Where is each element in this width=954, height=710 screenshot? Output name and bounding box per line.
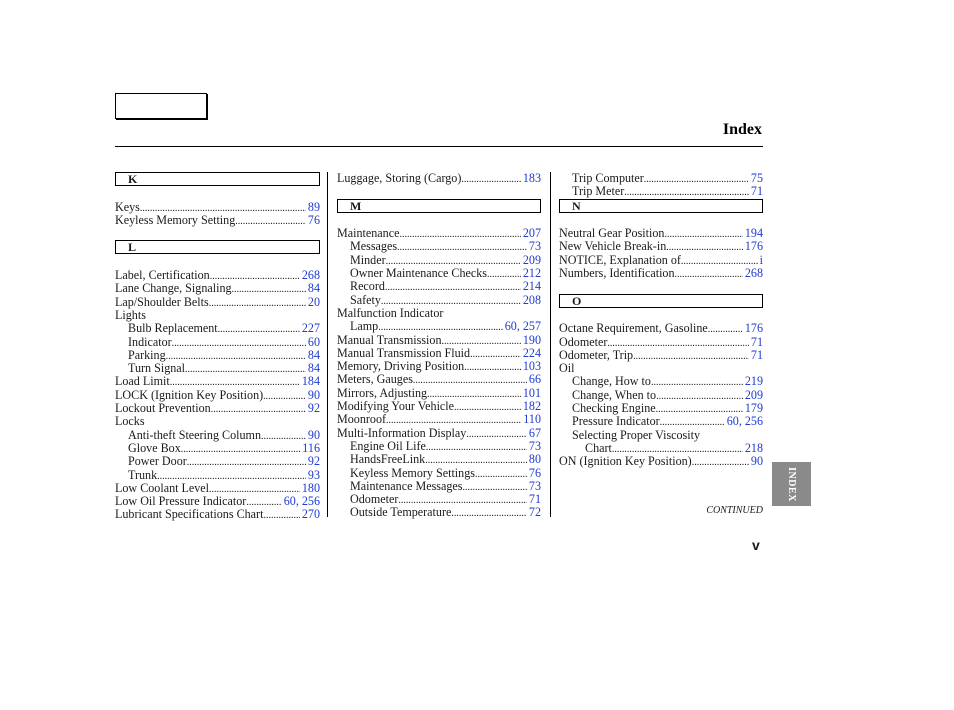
index-entry[interactable]	[337, 413, 541, 426]
entry-label: Trip Computer	[572, 171, 644, 185]
page-reference-link[interactable]: 71	[528, 492, 541, 507]
index-entry[interactable]	[559, 415, 763, 428]
entry-label: Checking Engine	[572, 401, 656, 416]
dot-leader	[612, 442, 743, 455]
index-entry[interactable]	[115, 336, 320, 349]
index-column-1	[115, 172, 320, 522]
index-entry[interactable]	[115, 269, 320, 282]
index-entry[interactable]	[559, 349, 763, 362]
spacer	[559, 309, 763, 322]
page-reference-link[interactable]: 101	[522, 385, 541, 400]
dot-leader	[681, 254, 758, 267]
entry-label: New Vehicle Break-in	[559, 239, 667, 254]
index-entry[interactable]	[337, 467, 541, 480]
index-entry[interactable]	[115, 495, 320, 508]
page-reference-link[interactable]: 176	[744, 239, 763, 254]
dot-leader	[166, 349, 306, 362]
entry-label: Odometer	[559, 334, 608, 349]
entry-label: Maintenance Messages	[350, 478, 463, 493]
dot-leader	[470, 347, 521, 360]
entry-label: Glove Box	[128, 440, 181, 455]
dot-leader	[235, 214, 306, 227]
index-entry[interactable]	[337, 480, 541, 493]
page-reference-link[interactable]: 207	[522, 226, 541, 241]
entry-label: Pressure Indicator	[572, 414, 660, 429]
dot-leader	[461, 172, 520, 185]
index-entry[interactable]	[115, 429, 320, 442]
page-reference-link[interactable]: 76	[528, 465, 541, 480]
dot-leader	[246, 495, 281, 508]
dot-leader	[607, 336, 749, 349]
index-heading	[559, 362, 763, 375]
spacer	[337, 185, 541, 198]
dot-leader	[487, 267, 521, 280]
dot-leader	[263, 508, 299, 521]
spacer	[115, 227, 320, 240]
section-header-letter: L	[115, 240, 320, 254]
index-entry[interactable]	[115, 402, 320, 415]
entry-label: HandsFreeLink	[350, 452, 426, 467]
entry-label: Numbers, Identification	[559, 266, 675, 281]
section-header-letter: M	[337, 199, 541, 213]
dot-leader	[185, 362, 306, 375]
spacer	[115, 187, 320, 200]
index-entry[interactable]	[337, 254, 541, 267]
entry-label: Neutral Gear Position	[559, 226, 665, 241]
index-side-tab[interactable]	[772, 462, 811, 506]
page-reference-link[interactable]: 71	[750, 334, 763, 349]
page-reference-link[interactable]: 75	[750, 171, 763, 185]
dot-leader	[633, 349, 749, 362]
dot-leader	[466, 427, 527, 440]
dot-leader	[427, 387, 521, 400]
dot-leader	[398, 493, 527, 506]
page-reference-link[interactable]: 71	[750, 184, 763, 199]
entry-label: NOTICE, Explanation of	[559, 252, 681, 267]
dot-leader	[210, 269, 300, 282]
index-entry[interactable]	[115, 389, 320, 402]
entry-label: Parking	[128, 347, 166, 362]
entry-label: LOCK (Ignition Key Position)	[115, 387, 264, 402]
entry-label: Keyless Memory Settings	[350, 465, 475, 480]
page-reference-link[interactable]: 92	[307, 401, 320, 416]
index-entry[interactable]	[115, 375, 320, 388]
entry-label: Lamp	[350, 319, 379, 334]
index-entry[interactable]	[337, 387, 541, 400]
entry-label: Lubricant Specifications Chart	[115, 507, 264, 522]
page-reference-link[interactable]: 110	[523, 412, 541, 427]
column-divider-2	[550, 172, 551, 517]
entry-label: Chart	[585, 440, 612, 455]
dot-leader	[397, 240, 527, 253]
page-reference-link[interactable]: 73	[528, 239, 541, 254]
entry-label: Memory, Driving Position	[337, 359, 465, 374]
index-entry[interactable]	[559, 227, 763, 240]
index-entry[interactable]	[559, 240, 763, 253]
dot-leader	[218, 322, 300, 335]
entry-label: Indicator	[128, 334, 172, 349]
index-heading	[559, 429, 763, 442]
dot-leader	[664, 227, 742, 240]
dot-leader	[413, 373, 527, 386]
page-reference-link[interactable]: 209	[744, 387, 763, 402]
index-entry[interactable]	[115, 482, 320, 495]
dot-leader	[426, 440, 527, 453]
page-reference-link[interactable]: 268	[744, 266, 763, 281]
entry-label: Minder	[350, 252, 386, 267]
index-entry[interactable]	[337, 240, 541, 253]
page-reference-link[interactable]: 224	[522, 345, 541, 360]
index-heading	[337, 307, 541, 320]
dot-leader	[209, 482, 300, 495]
dot-leader	[211, 402, 306, 415]
index-entry[interactable]	[559, 375, 763, 388]
dot-leader	[181, 442, 301, 455]
dot-leader	[644, 172, 749, 185]
index-entry[interactable]	[337, 360, 541, 373]
page-reference-link[interactable]: 218	[744, 440, 763, 455]
entry-label: Moonroof	[337, 412, 387, 427]
index-entry[interactable]	[337, 493, 541, 506]
entry-label: Change, How to	[572, 374, 651, 389]
page-reference-link[interactable]: 90	[307, 427, 320, 442]
index-entry[interactable]	[115, 322, 320, 335]
index-entry[interactable]	[337, 280, 541, 293]
continued-note: CONTINUED	[706, 505, 763, 516]
entry-label: Low Oil Pressure Indicator	[115, 494, 247, 509]
dot-leader	[660, 415, 725, 428]
entry-label: Lane Change, Signaling	[115, 281, 232, 296]
page-reference-link[interactable]: 84	[307, 281, 320, 296]
page-reference-link[interactable]: 73	[528, 478, 541, 493]
page-reference-link[interactable]: 180	[301, 480, 320, 495]
page-reference-link[interactable]: 103	[522, 359, 541, 374]
entry-label: Oil	[559, 361, 575, 376]
dot-leader	[666, 240, 743, 253]
page-reference-link[interactable]: 66	[528, 372, 541, 387]
entry-label: Load Limit	[115, 374, 170, 389]
index-column-3	[559, 172, 763, 469]
page-reference-link[interactable]: 214	[522, 279, 541, 294]
spacer	[559, 280, 763, 293]
page-reference-link[interactable]: 219	[744, 374, 763, 389]
page-reference-link[interactable]: 20	[307, 294, 320, 309]
entry-label: Trunk	[128, 467, 158, 482]
page-reference-link[interactable]: 76	[307, 212, 320, 227]
index-entry[interactable]	[559, 185, 763, 198]
entry-label: Trip Meter	[572, 184, 625, 199]
entry-label: Change, When to	[572, 387, 657, 402]
page-reference-link[interactable]: 73	[528, 438, 541, 453]
index-entry[interactable]	[115, 442, 320, 455]
entry-label: Power Door	[128, 454, 187, 469]
page-reference-link[interactable]: 184	[301, 374, 320, 389]
entry-label: ON (Ignition Key Position)	[559, 454, 692, 469]
entry-label: Locks	[115, 414, 145, 429]
page-reference-link[interactable]: 60, 256	[726, 414, 763, 429]
entry-label: Keyless Memory Setting	[115, 212, 236, 227]
dot-leader	[475, 467, 527, 480]
index-entry[interactable]	[559, 322, 763, 335]
dot-leader	[442, 334, 521, 347]
page-reference-link[interactable]: 116	[302, 440, 320, 455]
dot-leader	[656, 402, 743, 415]
index-entry[interactable]	[337, 334, 541, 347]
page-reference-link[interactable]: 60	[307, 334, 320, 349]
page-reference-link[interactable]: 183	[522, 171, 541, 185]
index-heading	[115, 309, 320, 322]
spacer	[559, 214, 763, 227]
dot-leader	[172, 336, 306, 349]
page-reference-link[interactable]: 72	[528, 505, 541, 520]
entry-label: Lockout Prevention	[115, 401, 211, 416]
entry-label: Odometer, Trip	[559, 347, 634, 362]
entry-label: Anti-theft Steering Column	[128, 427, 262, 442]
entry-label: Lap/Shoulder Belts	[115, 294, 209, 309]
entry-label: Label, Certification	[115, 268, 210, 283]
dot-leader	[187, 455, 306, 468]
dot-leader	[464, 360, 521, 373]
index-entry[interactable]	[115, 508, 320, 521]
entry-label: Multi-Information Display	[337, 425, 467, 440]
dot-leader	[209, 296, 306, 309]
entry-label: Manual Transmission	[337, 332, 442, 347]
spacer	[115, 256, 320, 269]
index-entry[interactable]	[559, 402, 763, 415]
index-side-tab-label: INDEX	[785, 466, 797, 502]
index-entry[interactable]	[337, 400, 541, 413]
page-reference-link[interactable]: 60, 256	[283, 494, 320, 509]
entry-label: Safety	[350, 292, 381, 307]
dot-leader	[385, 280, 521, 293]
dot-leader	[425, 453, 527, 466]
page-reference-link[interactable]: 90	[307, 387, 320, 402]
entry-label: Mirrors, Adjusting	[337, 385, 428, 400]
entry-label: Meters, Gauges	[337, 372, 413, 387]
index-entry[interactable]	[115, 296, 320, 309]
dot-leader	[399, 227, 520, 240]
index-entry[interactable]	[337, 453, 541, 466]
dot-leader	[386, 254, 521, 267]
dot-leader	[708, 322, 743, 335]
page-reference-link[interactable]: 268	[301, 268, 320, 283]
entry-label: Outside Temperature	[350, 505, 452, 520]
page-reference-link[interactable]: 80	[528, 452, 541, 467]
dot-leader	[692, 455, 749, 468]
index-entry[interactable]	[337, 440, 541, 453]
page-reference-link[interactable]: 90	[750, 454, 763, 469]
page-number: v	[752, 537, 760, 553]
index-entry[interactable]	[115, 201, 320, 214]
page-reference-link[interactable]: 182	[522, 399, 541, 414]
dot-leader	[232, 282, 306, 295]
page-reference-link[interactable]: 71	[750, 347, 763, 362]
page-reference-link[interactable]: 179	[744, 401, 763, 416]
page-reference-link[interactable]: 67	[528, 425, 541, 440]
index-heading	[115, 415, 320, 428]
index-entry[interactable]	[337, 320, 541, 333]
page-reference-link[interactable]: 93	[307, 467, 320, 482]
title-rule	[115, 146, 763, 147]
page-reference-link[interactable]: 84	[307, 361, 320, 376]
index-column-2	[337, 172, 541, 520]
index-entry[interactable]	[115, 455, 320, 468]
entry-label: Odometer	[350, 492, 399, 507]
section-header-letter: N	[559, 199, 763, 213]
entry-label: Modifying Your Vehicle	[337, 399, 455, 414]
page-reference-link[interactable]: 212	[522, 266, 541, 281]
section-header-letter: K	[115, 172, 320, 186]
entry-label: Malfunction Indicator	[337, 305, 444, 320]
dot-leader	[263, 389, 306, 402]
section-tab-box	[115, 93, 207, 119]
index-entry[interactable]	[115, 362, 320, 375]
page-reference-link[interactable]: 209	[522, 252, 541, 267]
page-reference-link[interactable]: 176	[744, 321, 763, 336]
index-entry[interactable]	[559, 442, 763, 455]
entry-label: Luggage, Storing (Cargo)	[337, 171, 462, 185]
page-reference-link[interactable]: 60, 257	[504, 319, 541, 334]
index-entry[interactable]	[115, 214, 320, 227]
index-entry[interactable]	[115, 469, 320, 482]
index-entry[interactable]	[337, 373, 541, 386]
index-entry[interactable]	[337, 506, 541, 519]
dot-leader	[381, 294, 521, 307]
index-entry[interactable]	[559, 336, 763, 349]
dot-leader	[451, 506, 527, 519]
dot-leader	[675, 267, 743, 280]
dot-leader	[624, 185, 749, 198]
index-entry[interactable]	[337, 267, 541, 280]
dot-leader	[170, 375, 300, 388]
dot-leader	[157, 469, 306, 482]
entry-label: Turn Signal	[128, 361, 186, 376]
dot-leader	[378, 320, 503, 333]
index-entry[interactable]	[337, 347, 541, 360]
index-entry[interactable]	[115, 282, 320, 295]
column-divider-1	[327, 172, 328, 517]
entry-label: Lights	[115, 307, 146, 322]
entry-label: Messages	[350, 239, 398, 254]
spacer	[337, 214, 541, 227]
index-entry[interactable]	[559, 172, 763, 185]
entry-label: Engine Oil Life	[350, 438, 426, 453]
dot-leader	[261, 429, 306, 442]
page-reference-link[interactable]: 227	[301, 321, 320, 336]
entry-label: Maintenance	[337, 226, 400, 241]
dot-leader	[651, 375, 743, 388]
page-reference-link[interactable]: 92	[307, 454, 320, 469]
entry-label: Low Coolant Level	[115, 480, 210, 495]
index-entry[interactable]	[559, 267, 763, 280]
dot-leader	[454, 400, 521, 413]
entry-label: Record	[350, 279, 385, 294]
entry-label: Selecting Proper Viscosity	[572, 427, 701, 442]
index-entry[interactable]	[115, 349, 320, 362]
entry-label: Bulb Replacement	[128, 321, 218, 336]
entry-label: Octane Requirement, Gasoline	[559, 321, 708, 336]
section-header-letter: O	[559, 294, 763, 308]
index-entry[interactable]	[559, 455, 763, 468]
page-title: Index	[722, 121, 762, 138]
page-reference-link[interactable]: 84	[307, 347, 320, 362]
entry-label: Owner Maintenance Checks	[350, 266, 488, 281]
dot-leader	[656, 389, 743, 402]
dot-leader	[463, 480, 527, 493]
page-reference-link[interactable]: 270	[301, 507, 320, 522]
entry-label: Keys	[115, 199, 140, 214]
page-reference-link[interactable]: i	[759, 252, 763, 267]
index-entry[interactable]	[337, 227, 541, 240]
dot-leader	[140, 201, 306, 214]
page-reference-link[interactable]: 190	[522, 332, 541, 347]
page-reference-link[interactable]: 194	[744, 226, 763, 241]
index-entry[interactable]	[559, 254, 763, 267]
page-reference-link[interactable]: 208	[522, 292, 541, 307]
index-entry[interactable]	[337, 172, 541, 185]
dot-leader	[386, 413, 521, 426]
entry-label: Manual Transmission Fluid	[337, 345, 471, 360]
index-entry[interactable]	[337, 294, 541, 307]
index-entry[interactable]	[337, 427, 541, 440]
index-entry[interactable]	[559, 389, 763, 402]
page-reference-link[interactable]: 89	[307, 199, 320, 214]
